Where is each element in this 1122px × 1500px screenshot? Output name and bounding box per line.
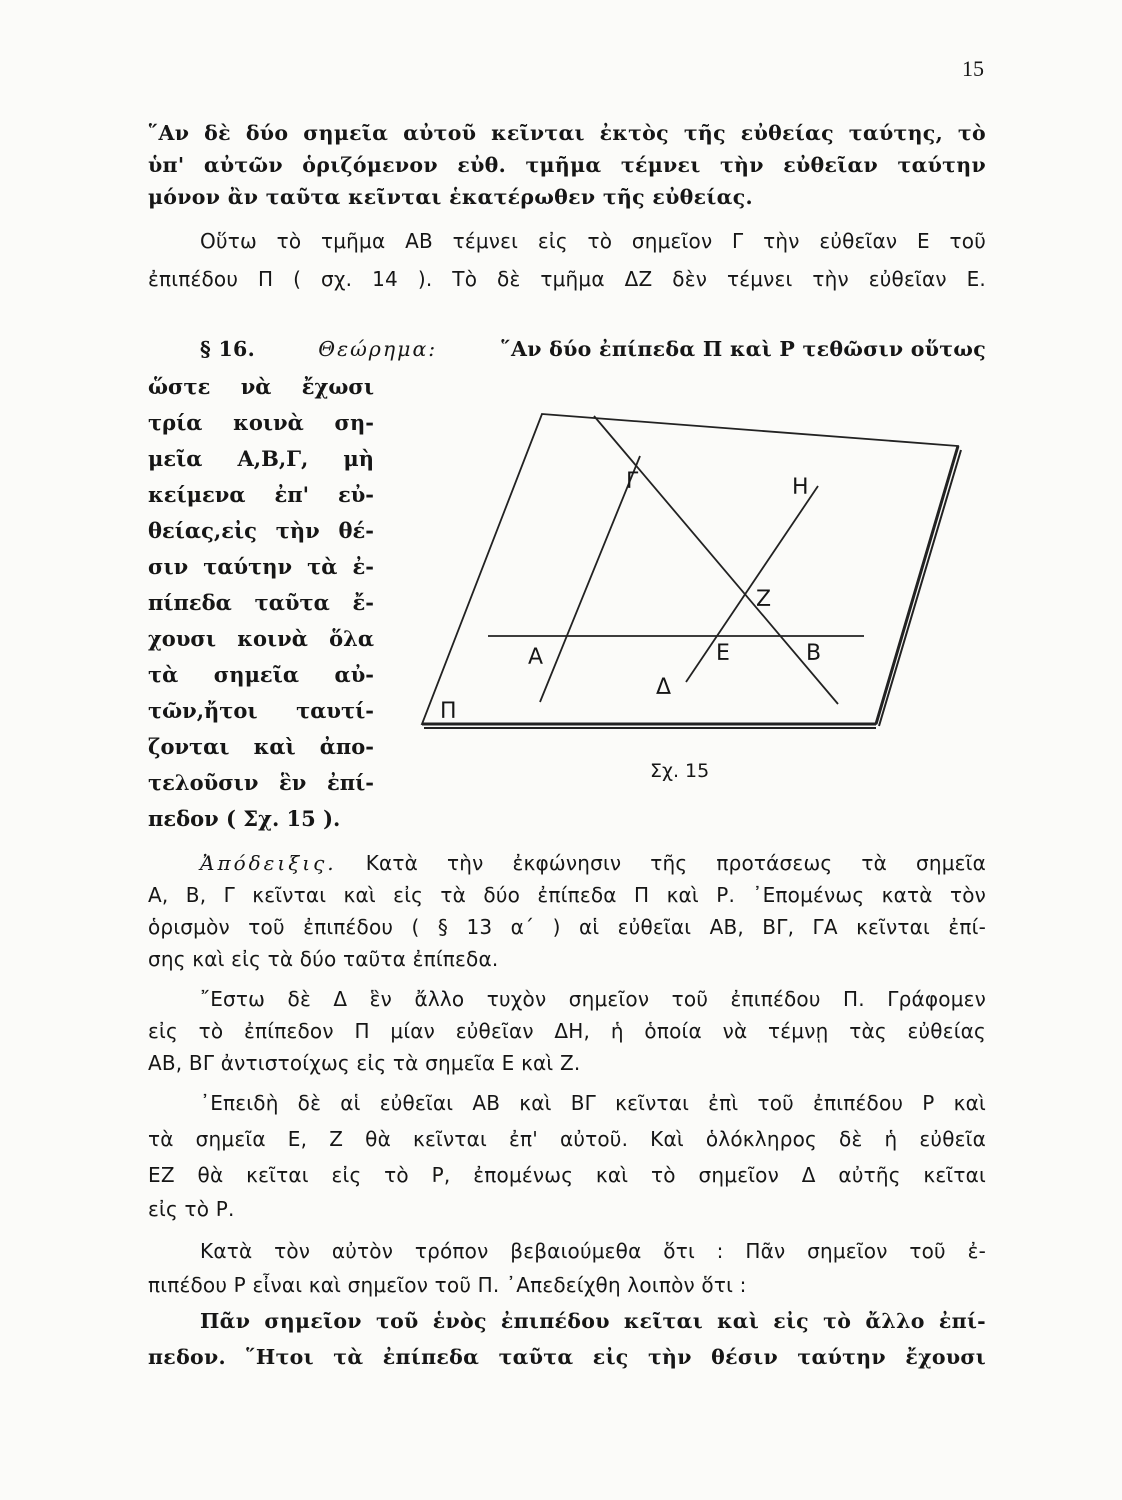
- text-line: μόνον ἂν ταῦτα κεῖνται ἑκατέρωθεν τῆς εὐθείας.: [148, 185, 753, 209]
- theorem-line: ζονται καὶ ἀπο-: [148, 734, 374, 759]
- label-beta: Β: [806, 641, 822, 666]
- proof-label: Ἀπόδειξις.: [200, 851, 337, 875]
- label-epsilon: Ε: [716, 641, 730, 666]
- theorem-line: πεδον ( Σχ. 15 ).: [148, 806, 341, 831]
- theorem-line: τελοῦσιν ἓν ἐπί-: [148, 770, 374, 795]
- theorem-line: τῶν,ἤτοι ταυτί-: [148, 698, 374, 723]
- theorem-heading: [200, 334, 986, 364]
- text-line: τὰ σημεῖα Ε, Ζ θὰ κεῖνται ἐπ' αὐτοῦ. Καὶ ὁλόκληρος δὲ ἡ εὐθεῖα: [148, 1127, 986, 1151]
- conclusion-line: πεδον. ῞Ητοι τὰ ἐπίπεδα ταῦτα εἰς τὴν θέσιν ταύτην ἔχουσι: [148, 1345, 986, 1369]
- theorem-section: § 16.: [200, 337, 256, 361]
- text-line: Α, Β, Γ κεῖνται καὶ εἰς τὰ δύο ἐπίπεδα Π καὶ Ρ. ᾿Επομένως κατὰ τὸν: [148, 883, 986, 907]
- text-line: ὁρισμὸν τοῦ ἐπιπέδου ( § 13 α΄ ) αἱ εὐθεῖαι ΑΒ, ΒΓ, ΓΑ κεῖνται ἐπί-: [148, 915, 986, 939]
- theorem-line: τὰ σημεῖα αὐ-: [148, 662, 374, 687]
- text-line: Κατὰ τὸν αὐτὸν τρόπον βεβαιούμεθα ὅτι : Πᾶν σημεῖον τοῦ ἐ-: [200, 1239, 986, 1263]
- theorem-line: χουσι κοινὰ ὅλα: [148, 626, 374, 651]
- theorem-label: Θεώρημα:: [318, 337, 438, 361]
- label-zeta: Ζ: [756, 587, 772, 612]
- label-gamma: Γ: [626, 469, 639, 494]
- theorem-line: τρία κοινὰ ση-: [148, 410, 374, 435]
- text-line: Οὕτω τὸ τμῆμα ΑΒ τέμνει εἰς τὸ σημεῖον Γ τὴν εὐθεῖαν Ε τοῦ: [200, 229, 986, 253]
- theorem-line: ὥστε νὰ ἔχωσι: [148, 374, 374, 399]
- figure-planes: [418, 406, 978, 746]
- text-line: ὑπ' αὐτῶν ὁριζόμενον εὐθ. τμῆμα τέμνει τὴν εὐθεῖαν ταύτην: [148, 153, 986, 177]
- text-line: ῞Αν δὲ δύο σημεῖα αὐτοῦ κεῖνται ἐκτὸς τῆς εὐθείας ταύτης, τὸ: [148, 121, 986, 145]
- figure-caption: Σχ. 15: [650, 760, 710, 782]
- page-number: 15: [962, 56, 984, 81]
- text-line: ἐπιπέδου Π ( σχ. 14 ). Τὸ δὲ τμῆμα ΔΖ δὲν τέμνει τὴν εὐθεῖαν Ε.: [148, 267, 986, 291]
- text-line: ΕΖ θὰ κεῖται εἰς τὸ Ρ, ἐπομένως καὶ τὸ σημεῖον Δ αὐτῆς κεῖται: [148, 1163, 986, 1187]
- theorem-line: πίπεδα ταῦτα ἔ-: [148, 590, 374, 615]
- theorem-line: κείμενα ἐπ' εὐ-: [148, 482, 374, 507]
- text-line: ῎Εστω δὲ Δ ἓν ἄλλο τυχὸν σημεῖον τοῦ ἐπιπέδου Π. Γράφομεν: [200, 987, 986, 1011]
- label-pi: Π: [440, 699, 457, 724]
- text-line: εἰς τὸ Ρ.: [148, 1197, 235, 1221]
- proof-first-line: [200, 848, 986, 878]
- text-line: σης καὶ εἰς τὰ δύο ταῦτα ἐπίπεδα.: [148, 947, 499, 971]
- text-line: πιπέδου Ρ εἶναι καὶ σημεῖον τοῦ Π. ᾿Απεδείχθη λοιπὸν ὅτι :: [148, 1273, 747, 1297]
- text-line: ᾿Επειδὴ δὲ αἱ εὐθεῖαι ΑΒ καὶ ΒΓ κεῖνται ἐπὶ τοῦ ἐπιπέδου Ρ καὶ: [200, 1091, 986, 1115]
- conclusion-line: Πᾶν σημεῖον τοῦ ἑνὸς ἐπιπέδου κεῖται καὶ εἰς τὸ ἄλλο ἐπί-: [200, 1309, 986, 1333]
- line-dh: [686, 486, 818, 682]
- plane-edge-right: [876, 446, 958, 724]
- label-delta: Δ: [656, 675, 672, 700]
- theorem-line: μεῖα Α,Β,Γ, μὴ: [148, 446, 374, 471]
- proof-text: Κατὰ τὴν ἐκφώνησιν τῆς προτάσεως τὰ σημεῖα: [365, 851, 986, 875]
- theorem-line: σιν ταύτην τὰ ἐ-: [148, 554, 374, 579]
- theorem-line: θείας,εἰς τὴν θέ-: [148, 518, 374, 543]
- text-line: ΑΒ, ΒΓ ἀντιστοίχως εἰς τὰ σημεῖα Ε καὶ Ζ.: [148, 1051, 581, 1075]
- label-eta: Η: [792, 475, 809, 500]
- theorem-first-line: ῞Αν δύο ἐπίπεδα Π καὶ Ρ τεθῶσιν οὕτως: [500, 337, 986, 361]
- text-line: εἰς τὸ ἐπίπεδον Π μίαν εὐθεῖαν ΔΗ, ἡ ὁποία νὰ τέμνῃ τὰς εὐθείας: [148, 1019, 986, 1043]
- label-alpha: Α: [528, 645, 544, 670]
- line-ag: [540, 456, 640, 702]
